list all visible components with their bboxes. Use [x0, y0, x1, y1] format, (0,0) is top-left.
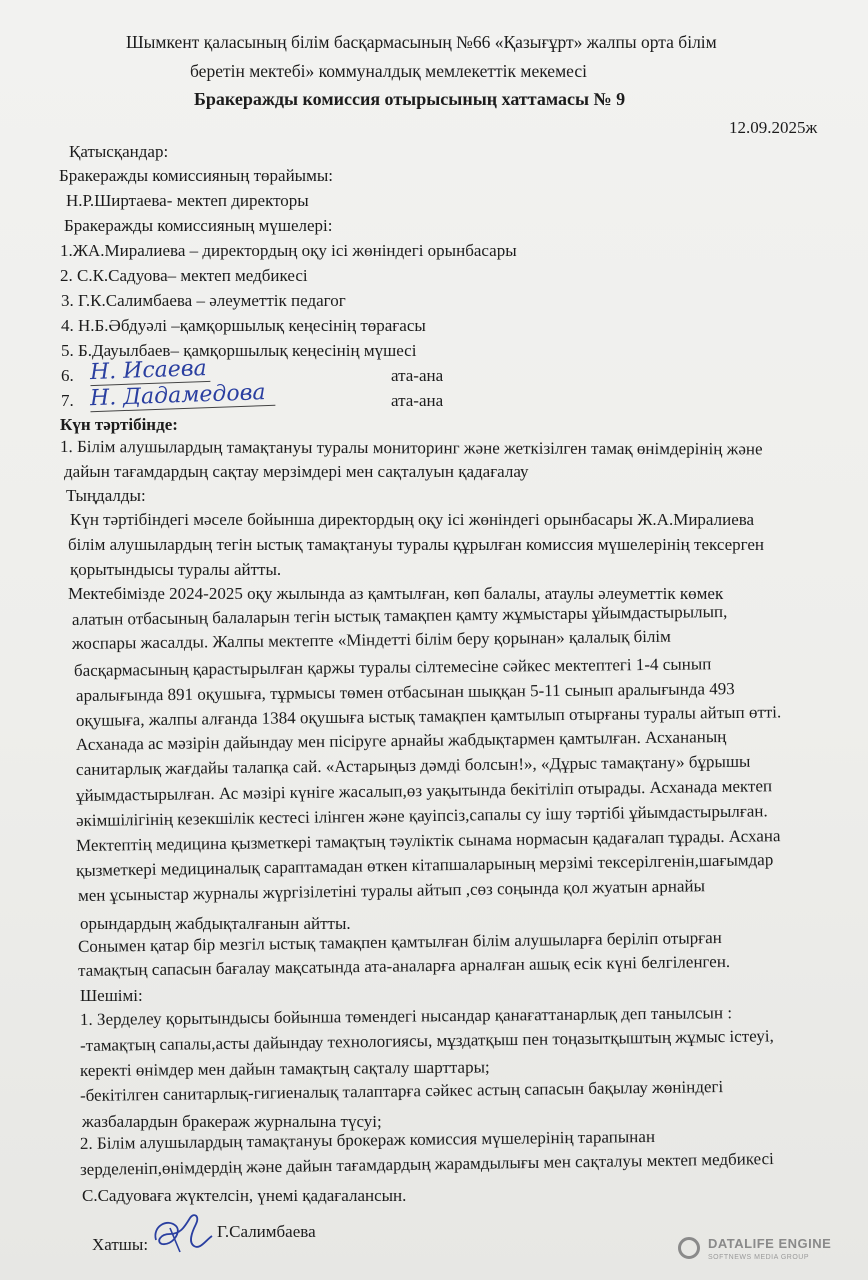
decision-line: С.Садуоваға жүктелсін, үнемі қадағалансын. — [82, 1186, 407, 1205]
heard-line: аралығында 891 оқушыға, тұрмысы төмен отбасынан шыққан 5-11 сынып аралығында 493 — [75, 679, 735, 705]
participants-heading: Қатысқандар: — [69, 142, 169, 161]
heard-line: Күн тәртібіндегі мәселе бойынша директордың оқу ісі жөніндегі орынбасары Ж.А.Миралиева — [70, 510, 755, 529]
document-title: Бракеражды комиссия отырысының хаттамасы № 9 — [194, 89, 626, 109]
heard-line: орындардың жабдықталғанын айтты. — [80, 914, 351, 933]
members-heading: Бракеражды комиссияның мүшелері: — [64, 216, 333, 235]
watermark-logo-icon — [678, 1237, 700, 1259]
decision-line: керекті өнімдер мен дайын тамақтың сақталу шарттары; — [79, 1057, 490, 1080]
decision-line: -бекітілген санитарлық-гигиеналық талаптарға сәйкес астың сапасын бақылау жөніндегі — [79, 1077, 724, 1105]
heard-line: әкімшілігінің кезекшілік кестесі ілінген және қауіпсіз,сапалы су ішу тәртібі ұйымдастырылған. — [75, 801, 768, 830]
heard-line: білім алушылардың тегін ыстық тамақтануы туралы құрылған комиссия мүшелерінің тексерген — [68, 535, 765, 554]
member-4: 4. Н.Б.Әбдуәлі –қамқоршылық кеңесінің төрағасы — [61, 316, 426, 335]
heard-line: басқармасының қарастырылған қаржы туралы сілтемесіне сәйкес мектептегі 1-4 сынып — [73, 654, 712, 680]
heard-line: жоспары жасалды. Жалпы мектепте «Міндетті білім беру қорынан» қалалық білім — [71, 626, 671, 653]
watermark-name: DATALIFE ENGINE — [708, 1236, 832, 1251]
decision-line: зерделеніп,өнімдердің және дайын тағамдардың жарамдылығы мен сақталуы мектеп медбикесі — [79, 1149, 774, 1179]
secretary-signature — [150, 1206, 216, 1260]
heard-line: оқушыға, жалпы алғанда 1384 оқушыға ыстық тамақпен қамтылып отырғаны туралы айтып өтті. — [75, 702, 782, 730]
agenda-line: 1. Білім алушылардың тамақтануы туралы мониторинг және жеткізілген тамақ өнімдерінің және — [59, 437, 763, 459]
document-date: 12.09.2025ж — [729, 118, 818, 137]
decision-line: 2. Білім алушылардың тамақтануы брокераж комиссия мүшелерінің тарапынан — [79, 1126, 656, 1153]
heard-line: тамақтың сапасын бағалау мақсатында ата-аналарға арналған ашық есік күні белгіленген. — [77, 951, 731, 980]
parent-6-signature: Н. Исаева — [90, 356, 211, 386]
member-1: 1.ЖА.Миралиева – директордың оқу ісі жөніндегі орынбасары — [60, 241, 517, 260]
secretary-name: Г.Салимбаева — [217, 1222, 316, 1241]
member-5: 5. Б.Дауылбаев– қамқоршылық кеңесінің мүшесі — [61, 341, 417, 360]
member-2: 2. С.К.Садуова– мектеп медбикесі — [60, 266, 308, 285]
agenda-heading: Күн тәртібінде: — [60, 415, 178, 434]
heard-line: Асханада ас мәзірін дайындау мен пісіруге арнайы жабдықтармен қамтылған. Асхананың — [75, 727, 727, 754]
heard-line: қызметкері медициналық сараптамадан өткен кітапшаларының мерзімі тексерілгенін,шағымдар — [75, 850, 774, 880]
heard-heading: Тыңдалды: — [66, 486, 146, 505]
decision-line: -тамақтың сапалы,асты дайындау технологиясы, мұздатқыш пен тоңазытқыштың жұмыс істеуі, — [79, 1026, 774, 1055]
parent-7-number: 7. — [61, 391, 74, 410]
parent-7-signature: Н. Дадамедова — [90, 380, 276, 412]
chair-name: Н.Р.Ширтаева- мектеп директоры — [66, 191, 309, 210]
parent-6-role: ата-ана — [391, 366, 444, 385]
heard-line: Мектебімізде 2024-2025 оқу жылында аз қамтылған, көп балалы, атаулы әлеуметтік көмек — [68, 584, 724, 603]
header-line-1: Шымкент қаласының білім басқармасының №66 «Қазығұрт» жалпы орта білім — [126, 32, 717, 52]
decision-line: жазбалардын бракераж журналына түсуі; — [82, 1112, 382, 1131]
chair-heading: Бракеражды комиссияның төрайымы: — [59, 166, 334, 185]
parent-6-number: 6. — [61, 366, 74, 385]
heard-line: Мектептің медицина қызметкері тамақтың тәуліктік сынама нормасын қадағалап тұрады. Асхана — [75, 826, 781, 855]
parent-7-role: ата-ана — [391, 391, 444, 410]
watermark — [678, 1235, 856, 1271]
decision-heading: Шешімі: — [80, 986, 143, 1005]
heard-line: Сонымен қатар бір мезгіл ыстық тамақпен қамтылған білім алушыларға беріліп отырған — [77, 928, 722, 956]
heard-line: мен ұсыныстар журналы жүргізілетіні туралы айтып ,сөз соңында қол жуатын арнайы — [77, 876, 706, 905]
heard-line: ұйымдастырылған. Ас мәзірі күнiге жасалып,өз уақытында бекітіліп отырады. Асханада мектеп — [75, 776, 773, 805]
secretary-label: Хатшы: — [92, 1235, 149, 1254]
heard-line: санитарлық жағдайы талапқа сай. «Астарыңыз дәмді болсын!», «Дұрыс тамақтану» бұрышы — [75, 751, 751, 779]
heard-line: қорытындысы туралы айтты. — [70, 560, 282, 579]
member-3: 3. Г.К.Салимбаева – әлеуметтік педагог — [61, 291, 346, 310]
watermark-subtitle: SOFTNEWS MEDIA GROUP — [708, 1254, 810, 1261]
header-line-2: беретін мектебі» коммуналдық мемлекеттік мекемесі — [190, 61, 587, 81]
decision-line: 1. Зерделеу қорытындысы бойынша төмендегі нысандар қанағаттанарлық деп танылсын : — [79, 1003, 733, 1029]
heard-line: алатын отбасының балаларын тегін ыстық тамақпен қамту жұмыстары ұйымдастырылып, — [71, 601, 728, 629]
agenda-line: дайын тағамдардың сақтау мерзімдері мен сақталуын қадағалау — [64, 462, 529, 481]
